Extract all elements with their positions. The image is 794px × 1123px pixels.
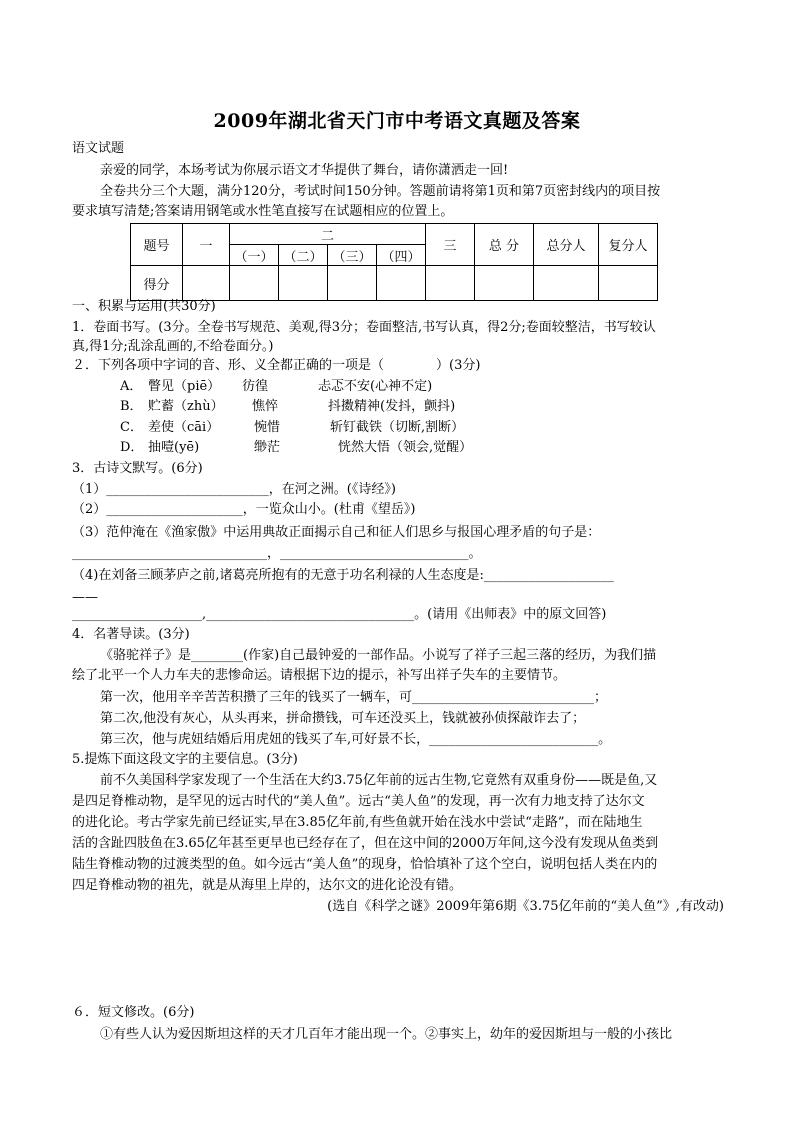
option-letter: D．: [120, 440, 144, 455]
q6-line-1: ①有些人认为爱因斯坦这样的天才几百年才能出现一个。②事实上，幼年的爱因斯坦与一般的小孩比: [100, 1027, 673, 1042]
q2-option-b: [120, 397, 772, 416]
q1-line-1: 1．卷面书写。(3分。全卷书写规范、美观,得3分；卷面整洁,书写认真，得2分;卷面较整洁，书写较认: [72, 320, 656, 335]
q4-line-5[interactable]: 第三次，他与虎妞结婚后用虎妞的钱买了车,可好景不长，__________________________。: [100, 732, 612, 747]
option-word-3: 抖擞精神(发抖，颤抖): [328, 399, 456, 414]
option-word-2: 彷徨: [242, 379, 269, 394]
q2-option-d: [120, 438, 772, 457]
intro-instructions-cont: 要求填写清楚;答案请用钢笔或水性笔直接写在试题相应的位置上。: [72, 204, 454, 219]
q2-stem: ２．下列各项中字词的音、形、义全都正确的一项是（ ）(3分): [72, 358, 481, 373]
score-table-col-three: 三: [426, 224, 475, 266]
option-word-2: 缈茫: [254, 440, 281, 455]
option-word-3: 斩钉截铁（切断,割断）: [330, 420, 465, 435]
exam-header: 语文试题: [72, 141, 125, 156]
option-word-1: 抽噎(yē): [148, 440, 200, 455]
section-heading: 一、积累与运用(共30分): [72, 299, 216, 314]
q3-line-5[interactable]: （4)在刘备三顾茅庐之前,诸葛亮所抱有的无意于功名利禄的人生态度是:____________________: [72, 568, 614, 583]
score-table-label: 题号: [131, 224, 183, 266]
option-letter: B．: [120, 399, 143, 414]
option-word-2: 惋惜: [254, 420, 281, 435]
option-word-1: 瞥见（piē）: [148, 379, 221, 394]
q3-line-6: ——: [72, 590, 98, 605]
q3-line-1[interactable]: （1）_________________________，在河之洲。(《诗经》): [72, 482, 396, 497]
q3-line-7[interactable]: ____________________,________________________________。(请用《出师表》中的原文回答): [72, 607, 607, 622]
score-cell[interactable]: [183, 266, 230, 301]
score-table-sub-4: （四）: [377, 245, 426, 266]
option-word-3: 忐忑不安(心神不定): [318, 379, 433, 394]
score-table-sub-3: （三）: [328, 245, 377, 266]
score-table-col-total-person: 总分人: [534, 224, 599, 266]
q2-option-c: [120, 418, 772, 437]
q3-line-3: （3）范仲淹在《渔家傲》中运用典故正面揭示自己和征人们思乡与报国心理矛盾的句子是：: [72, 525, 601, 540]
score-cell[interactable]: [328, 266, 377, 301]
intro-instructions: 全卷共分三个大题，满分120分，考试时间150分钟。答题前请将第1页和第7页密封线内的项目按: [100, 184, 661, 199]
q4-line-3[interactable]: 第一次，他用辛辛苦苦积攒了三年的钱买了一辆车，可____________________________；: [100, 690, 608, 705]
score-table-col-two: 二: [230, 224, 426, 245]
q5-line-4: 活的含趾四肢鱼在3.65亿年甚至更早也已经存在了，但在这中间的2000万年间,这今没有发现从鱼类到: [72, 836, 659, 851]
option-letter: C．: [120, 420, 143, 435]
score-cell[interactable]: [534, 266, 599, 301]
q3-line-4[interactable]: ______________________________，_____________________________。: [72, 546, 482, 561]
score-table: [130, 223, 658, 301]
q1-line-2: 真,得1分;乱涂乱画的,不给卷面分。): [72, 339, 274, 354]
q5-stem: 5.提炼下面这段文字的主要信息。(3分): [72, 752, 298, 767]
option-word-1: 贮蓄（zhù）: [148, 399, 224, 414]
intro-greeting: 亲爱的同学，本场考试为你展示语文才华提供了舞台，请你潇洒走一回!: [100, 163, 509, 178]
score-table-sub-2: （二）: [279, 245, 328, 266]
option-word-2: 憔悴: [252, 399, 279, 414]
page-title: 2009年湖北省天门市中考语文真题及答案: [213, 110, 581, 132]
q5-line-2: 是四足脊椎动物，是罕见的远古时代的“美人鱼”。远古“美人鱼”的发现，再一次有力地支持了达尔文: [72, 794, 645, 809]
option-word-1: 差使（cāi）: [148, 420, 220, 435]
option-letter: A．: [120, 379, 143, 394]
score-cell[interactable]: [230, 266, 279, 301]
q5-source: (选自《科学之谜》2009年第6期《3.75亿年前的“美人鱼”》,有改动): [327, 899, 724, 914]
q4-line-2: 绘了北平一个人力车夫的悲惨命运。请根据下边的提示，补写出祥子失车的主要情节。: [72, 668, 567, 683]
q5-line-3: 的进化论。考古学家先前已经证实,早在3.85亿年前,有些鱼就开始在浅水中尝试“走路”，而在陆地生: [72, 815, 643, 830]
q6-stem: ６．短文修改。(6分): [72, 1005, 195, 1020]
score-table-col-total: 总 分: [475, 224, 534, 266]
score-cell[interactable]: [279, 266, 328, 301]
score-table-col-review-person: 复分人: [599, 224, 658, 266]
score-cell[interactable]: [377, 266, 426, 301]
q3-stem: 3．古诗文默写。(6分): [72, 461, 203, 476]
q4-stem: 4．名著导读。(3分): [72, 627, 190, 642]
q4-line-4: 第二次,他没有灰心，从头再来，拼命攒钱，可车还没买上，钱就被孙侦探敲诈去了；: [100, 711, 586, 726]
q3-line-2[interactable]: （2）_____________________，一览众山小。(杜甫《望岳》): [72, 502, 416, 517]
option-word-3: 恍然大悟（领会,觉醒）: [338, 440, 473, 455]
score-table-sub-1: （一）: [230, 245, 279, 266]
q2-option-a: [120, 377, 772, 396]
q5-line-5: 陆生脊椎动物的过渡类型的鱼。如今远古“美人鱼”的现身，恰恰填补了这个空白，说明包括人类在内的: [72, 857, 658, 872]
score-cell[interactable]: [475, 266, 534, 301]
score-cell[interactable]: [426, 266, 475, 301]
score-cell[interactable]: [599, 266, 658, 301]
score-table-col-one: 一: [183, 224, 230, 266]
score-row-label: 得分: [131, 266, 183, 301]
q4-line-1[interactable]: 《骆驼祥子》是________(作家)自己最钟爱的一部作品。小说写了祥子三起三落的经历，为我们描: [100, 648, 657, 663]
q5-line-1: 前不久美国科学家发现了一个生活在大约3.75亿年前的远古生物,它竟然有双重身份——既是鱼,又: [100, 773, 658, 788]
q5-line-6: 四足脊椎动物的祖先，就是从海里上岸的，达尔文的进化论没有错。: [72, 878, 463, 893]
